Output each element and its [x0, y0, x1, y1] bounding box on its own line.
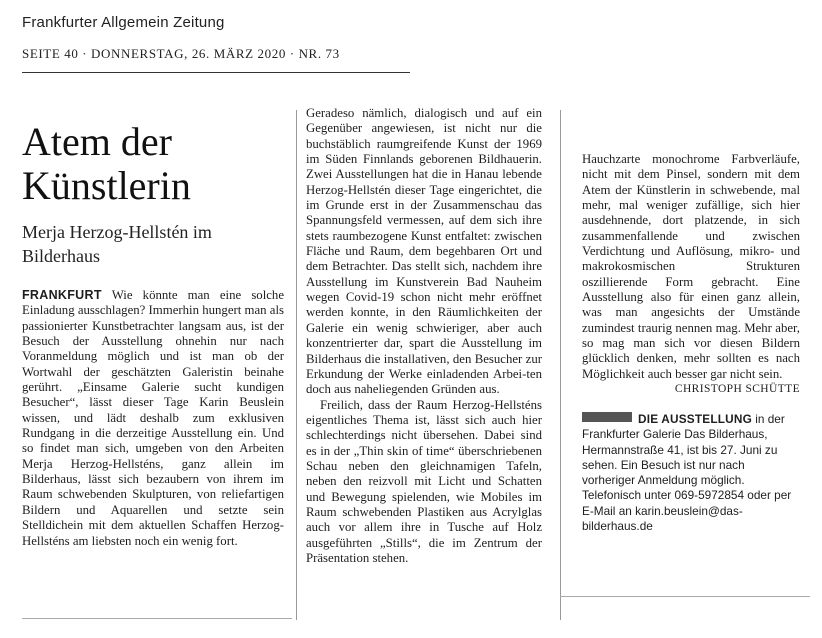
bottom-rule-right: [560, 596, 810, 597]
newspaper-name: Frankfurter Allgemein Zeitung: [22, 14, 225, 31]
issue-dateline: SEITE 40 · DONNERSTAG, 26. MÄRZ 2020 · NR. 73: [22, 46, 340, 61]
info-text: in der Frankfurter Galerie Das Bilderhaus, Hermannstraße 41, ist bis 27. Juni zu sehen. Ein Besuch ist nur nach vorheriger Anmeldung möglich. Telefonisch unter 069-5972854 oder per E-Mail an karin.beuslein@das-bilderhaus.de: [582, 412, 792, 534]
column-divider-2: [560, 110, 561, 620]
article-column-2: [306, 106, 542, 566]
column-divider-1: [296, 110, 297, 620]
article-subhead: Merja Herzog-Hellstén im Bilderhaus: [22, 222, 212, 266]
column-2-paragraph-2: Freilich, dass der Raum Herzog-Hellsténs eigentliches Thema ist, lässt sich auch hier schlechterdings nicht übersehen. Dabei sind es in der „Thin skin of time“ überschriebenen Schau neben den gleichnamigen Tafeln, neben den reizvoll mit Licht und Schatten und Bewegung spielenden, wie Mobiles im Raum schwebenden Plastiken aus Acrylglas auch vor allem ihre in Tusche auf Holz ausgeführten „Stills“, die im Zentrum der Präsentation stehen.: [306, 397, 542, 565]
location-tag: FRANKFURT: [22, 288, 102, 302]
article-author: CHRISTOPH SCHÜTTE: [674, 383, 800, 396]
column-2-paragraph-1: Geradeso nämlich, dialogisch und auf ein Gegenüber angewiesen, ist nicht nur die buchstäblich raumgreifende Kunst der 1969 im Süden Finnlands geborenen Bildhauerin. Zwei Ausstellungen hat die in Hanau lebende Herzog-Hellstén dieser Tage eingerichtet, die im Grunde erst in der Zusammenschau das Spannungsfeld vermessen, auf dem sich ihre stets raumbezogene Kunst entfaltet: zwischen Fläche und Raum, dem begehbaren Ort und dem Betrachter. Das stellt sich, nachdem ihre Ausstellung im Kunstverein Bad Nauheim wegen Covid-19 schon nicht mehr eröffnet werden konnte, in den Räumlichkeiten der Galerie ein wenig schwieriger, aber auch konzentrierter dar, spart die Ausstellung im Bilderhaus die installativen, den Besucher zur Erkundung der Werke einladenden Arbei-ten doch aus naheliegenden Gründen aus.: [306, 106, 542, 397]
article-column-3: [582, 152, 800, 398]
exhibition-info-box: [582, 412, 800, 534]
masthead-rule: [22, 72, 410, 73]
info-marker-bar: [582, 412, 632, 422]
article-headline: Atem der Künstlerin: [22, 119, 191, 208]
article-column-1: [22, 288, 284, 549]
info-label: DIE AUSSTELLUNG: [638, 412, 752, 426]
bottom-rule-left: [22, 618, 292, 619]
column-3-text: Hauchzarte monochrome Farbverläufe, nicht mit dem Pinsel, sondern mit dem Atem der Künstlerin in schwebende, mal mehr, mal weniger zufällige, sich hier ausdehnende, dort platzende, in sich zusammenfallende und zwischen Verdichtung und Auflösung, mikro- und makrokosmischen Strukturen oszillierende Form gebracht. Eine Ausstellung also für einen ganz allein, was man angesichts der Umstände zumindest traurig nennen mag. Mehr aber, so mag man sich vor diesen Bildern glücklich denken, mehr sollten es nach Möglichkeit auch besser gar nicht sein.: [582, 152, 800, 381]
column-1-text: Wie könnte man eine solche Einladung ausschlagen? Immerhin hungert man als passionierter Kunstbetrachter langsam aus, ist der Besuch der Ausstellung ohnehin nur nach Voranmeldung möglich und ist man ob der Wortwahl der geschätzten Galeristin beinahe gerührt. „Einsame Galerie sucht kundigen Besucher“, lässt dieser Tage Karin Beuslein wissen, und lädt deshalb zum exklusiven Rundgang in die derzeitige Ausstellung ein. Und so findet man sich, umgeben von den Arbeiten Merja Herzog-Hellsténs, ganz allein im Bilderhaus, lässt sich bezaubern von ihrem im Raum schwebenden Skulpturen, von reliefartigen Bildern und Aquarellen und setzte sein Stelldichein mit dem aktuellen Schaffen Herzog-Hellsténs am liebsten noch ein wenig fort.: [22, 288, 285, 548]
